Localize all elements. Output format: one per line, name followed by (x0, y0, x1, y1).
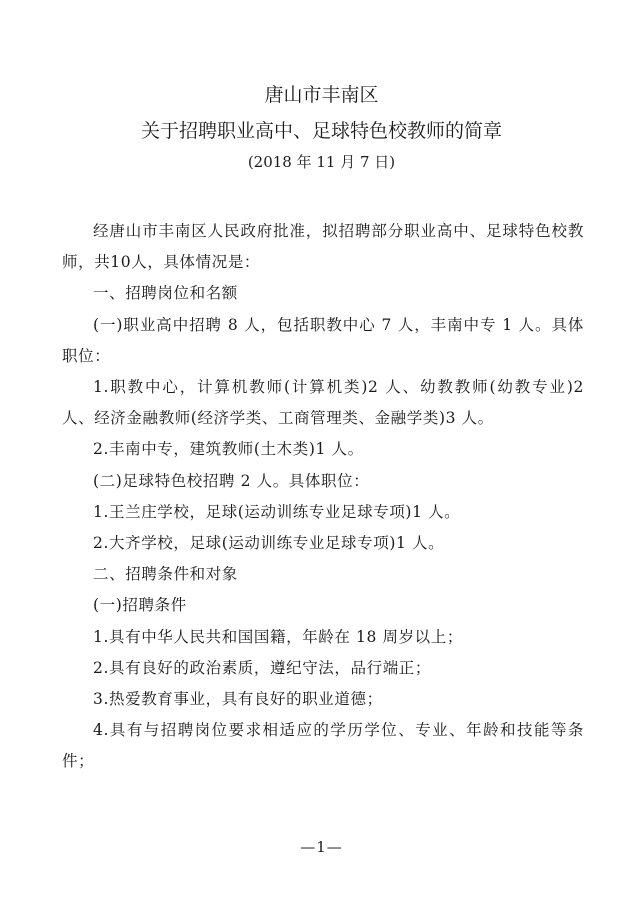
list-item: 3.热爱教育事业，具有良好的职业道德； (93, 690, 383, 709)
list-item: 4.具有与招聘岗位要求相适应的学历学位、专业、年龄和技能等条件； (62, 721, 584, 771)
title-line-1: 唐山市丰南区 (264, 84, 379, 106)
paragraph-vocational: (一)职业高中招聘 8 人，包括职教中心 7 人，丰南中专 1 人。具体职位： (62, 315, 584, 365)
paragraph-intro: 经唐山市丰南区人民政府批准，拟招聘部分职业高中、足球特色校教师，共10人，具体情况是： (62, 222, 584, 272)
list-item: 2.丰南中专，建筑教师(土木类)1 人。 (93, 440, 364, 459)
paragraph-football: (二)足球特色校招聘 2 人。具体职位： (93, 471, 370, 490)
list-item: 1.具有中华人民共和国国籍，年龄在 18 周岁以上； (93, 627, 463, 646)
list-item: 1.王兰庄学校，足球(运动训练专业足球专项)1 人。 (93, 502, 461, 521)
heading-positions: 一、招聘岗位和名额 (93, 284, 238, 303)
title-line-2: 关于招聘职业高中、足球特色校教师的简章 (140, 120, 502, 142)
document-body (62, 216, 584, 778)
list-item: 1.职教中心，计算机教师(计算机类)2 人、幼教教师(幼教专业)2 人、经济金融教师(经济学类、工商管理类、金融学类)3 人。 (62, 378, 584, 428)
list-item: 2.大齐学校，足球(运动训练专业足球专项)1 人。 (93, 534, 445, 553)
document-date: (2018 年 11 月 7 日) (247, 153, 396, 171)
page-number: —1— (300, 838, 343, 856)
subheading-conditions: (一)招聘条件 (93, 596, 187, 615)
heading-conditions: 二、招聘条件和对象 (93, 565, 238, 584)
list-item: 2.具有良好的政治素质，遵纪守法，品行端正； (93, 658, 431, 677)
